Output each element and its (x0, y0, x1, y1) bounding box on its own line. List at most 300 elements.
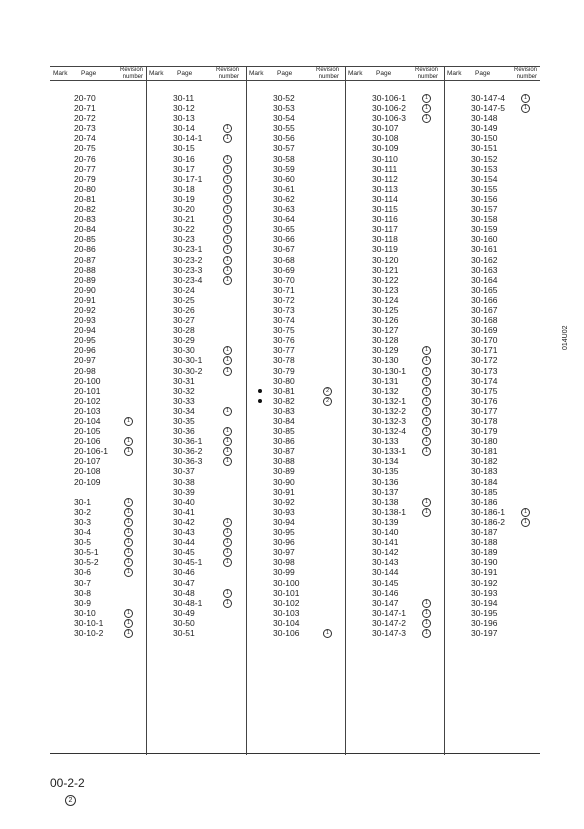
page-cell: 30-38 (173, 476, 195, 487)
page-cell: 30-133-1 (372, 446, 407, 457)
column-header (444, 67, 540, 80)
revision-cell: 1 (124, 437, 133, 446)
revision-cell: 1 (223, 225, 232, 234)
page-cell: 30-14 (173, 123, 195, 134)
page-cell: 20-70 (74, 93, 96, 103)
page-cell: 30-8 (74, 587, 92, 598)
page-cell: 30-166 (471, 294, 498, 305)
page-cell: 30-5-2 (74, 557, 99, 568)
revision-cell: 1 (422, 427, 431, 436)
page-revision-mark: 2 (65, 795, 76, 806)
revision-cell: 1 (223, 589, 232, 598)
page-cell: 30-56 (273, 133, 295, 144)
page-cell: 30-128 (372, 335, 399, 346)
page-cell: 30-144 (372, 567, 399, 578)
column-divider (146, 66, 147, 755)
page-cell: 30-179 (471, 426, 498, 437)
revision-cell: 1 (422, 387, 431, 396)
column-header (345, 67, 441, 80)
page-cell: 30-169 (471, 325, 498, 336)
page-cell: 30-5 (74, 537, 92, 548)
revision-cell: 1 (124, 548, 133, 557)
header-mark: Mark (348, 70, 363, 77)
column-header (146, 67, 242, 80)
page-cell: 30-157 (471, 204, 498, 215)
revision-cell: 1 (521, 94, 530, 103)
page-cell: 30-66 (273, 234, 295, 245)
page-cell: 30-39 (173, 486, 195, 497)
header-mark: Mark (53, 70, 68, 77)
header-revision: Revision number (215, 67, 239, 80)
revision-cell: 1 (223, 558, 232, 567)
page-cell: 30-95 (273, 527, 295, 538)
page-cell: 30-91 (273, 486, 295, 497)
revision-cell: 1 (223, 256, 232, 265)
page-cell: 30-155 (471, 183, 498, 194)
page-cell: 20-87 (74, 254, 96, 265)
page-cell: 30-134 (372, 456, 399, 467)
page-cell: 30-40 (173, 496, 195, 507)
revision-cell: 1 (422, 629, 431, 638)
page-cell: 30-94 (273, 516, 295, 527)
page-cell: 30-22 (173, 224, 195, 235)
page-cell: 30-62 (273, 193, 295, 204)
page-cell: 20-101 (74, 385, 101, 396)
page-cell: 30-100 (273, 577, 300, 588)
page-cell: 30-120 (372, 254, 399, 265)
page-cell: 30-93 (273, 506, 295, 517)
page-cell: 30-139 (372, 516, 399, 527)
page-cell: 30-80 (273, 375, 295, 386)
revision-cell: 1 (422, 407, 431, 416)
page-cell: 30-88 (273, 456, 295, 467)
revision-cell: 1 (422, 114, 431, 123)
page-cell: 20-109 (74, 476, 101, 487)
header-rule (50, 80, 540, 81)
header-revision: Revision number (414, 67, 438, 80)
page-cell: 20-75 (74, 143, 96, 154)
page-cell: 20-86 (74, 244, 96, 255)
revision-cell: 1 (422, 609, 431, 618)
page-cell: 30-186 (471, 496, 498, 507)
page-cell: 20-77 (74, 163, 96, 174)
page-cell: 30-87 (273, 446, 295, 457)
page-cell: 30-86 (273, 436, 295, 447)
page-cell: 30-147-3 (372, 627, 407, 638)
page-cell: 30-176 (471, 395, 498, 406)
page-cell: 30-117 (372, 224, 398, 235)
revision-cell: 1 (422, 508, 431, 517)
revision-cell: 1 (223, 346, 232, 355)
page-cell: 30-153 (471, 163, 498, 174)
page-cell: 30-127 (372, 325, 399, 336)
page-cell: 30-78 (273, 355, 295, 366)
page-cell: 30-129 (372, 345, 399, 356)
page-cell: 30-47 (173, 577, 195, 588)
revision-cell: 1 (422, 367, 431, 376)
page-cell: 30-148 (471, 113, 498, 124)
revision-cell: 1 (223, 437, 232, 446)
page-cell: 30-49 (173, 607, 195, 618)
page-cell: 30-119 (372, 244, 398, 255)
page-cell: 30-19 (173, 193, 195, 204)
page-cell: 30-96 (273, 537, 295, 548)
page-cell: 20-102 (74, 395, 101, 406)
page-cell: 30-10 (74, 607, 96, 618)
page-cell: 30-149 (471, 123, 498, 134)
page-cell: 30-147-5 (471, 103, 506, 114)
page-cell: 30-174 (471, 375, 498, 386)
page-cell: 30-190 (471, 557, 498, 568)
page-cell: 30-6 (74, 567, 92, 578)
page-cell: 30-35 (173, 416, 195, 426)
revision-cell: 1 (223, 134, 232, 143)
page-cell: 30-31 (173, 375, 195, 386)
page-cell: 30-109 (372, 143, 399, 154)
page-cell: 30-45 (173, 547, 195, 558)
revision-cell: 1 (521, 508, 530, 517)
page-cell: 20-73 (74, 123, 96, 134)
page-cell: 30-76 (273, 335, 295, 346)
header-page: Page (376, 70, 392, 77)
revision-cell: 1 (124, 447, 133, 456)
revision-cell: 1 (124, 629, 133, 638)
page-cell: 20-97 (74, 355, 96, 366)
page-cell: 30-106-2 (372, 103, 407, 114)
page-cell: 30-23-1 (173, 244, 203, 255)
page-cell: 30-167 (471, 304, 498, 315)
page-cell: 30-132-1 (372, 395, 407, 406)
header-revision: Revision number (119, 67, 143, 80)
page-cell: 30-106-1 (372, 93, 407, 103)
revision-cell: 1 (223, 195, 232, 204)
page-cell: 30-85 (273, 426, 295, 437)
page-cell: 30-54 (273, 113, 295, 124)
revision-cell: 1 (422, 599, 431, 608)
page-cell: 30-106-3 (372, 113, 407, 124)
page-cell: 30-23 (173, 234, 195, 245)
page-cell: 30-104 (273, 617, 300, 628)
revision-cell: 1 (124, 518, 133, 527)
page-cell: 30-71 (273, 284, 295, 295)
page-cell: 20-79 (74, 173, 96, 184)
page-cell: 30-60 (273, 173, 295, 184)
page-cell: 20-89 (74, 274, 96, 285)
page-cell: 30-69 (273, 264, 295, 275)
revision-cell: 1 (124, 508, 133, 517)
page-cell: 30-43 (173, 527, 195, 538)
page-cell: 20-98 (74, 365, 96, 376)
revision-cell: 2 (323, 387, 332, 396)
page-cell: 30-14-1 (173, 133, 203, 144)
side-code: 014U02 (562, 325, 569, 350)
page-cell: 30-28 (173, 325, 195, 336)
page-cell: 30-74 (273, 315, 295, 326)
page-cell: 30-191 (471, 567, 498, 578)
page-cell: 30-17-1 (173, 173, 203, 184)
column-divider (444, 66, 445, 755)
page-cell: 30-195 (471, 607, 498, 618)
revision-index-table (50, 66, 540, 755)
page-cell: 20-108 (74, 466, 101, 477)
page-cell: 30-23-4 (173, 274, 203, 285)
page-cell: 20-93 (74, 315, 96, 326)
page-cell: 30-130 (372, 355, 399, 366)
page-cell: 30-186-1 (471, 506, 506, 517)
page-cell: 30-68 (273, 254, 295, 265)
page-cell: 30-5-1 (74, 547, 99, 558)
page-cell: 30-15 (173, 143, 195, 154)
page-cell: 30-10-1 (74, 617, 104, 628)
page-cell: 30-53 (273, 103, 295, 114)
page-cell: 30-118 (372, 234, 398, 245)
page-cell: 20-83 (74, 214, 96, 225)
page-cell: 30-84 (273, 416, 295, 426)
page-cell: 30-65 (273, 224, 295, 235)
page-cell: 30-147-4 (471, 93, 506, 103)
page-cell: 30-107 (372, 123, 399, 134)
revision-cell: 1 (223, 538, 232, 547)
page-cell: 20-94 (74, 325, 96, 336)
page-cell: 30-83 (273, 405, 295, 416)
revision-cell: 1 (422, 377, 431, 386)
page-cell: 30-188 (471, 537, 498, 548)
page-cell: 30-37 (173, 466, 195, 477)
page-cell: 30-103 (273, 607, 300, 618)
page-cell: 30-135 (372, 466, 399, 477)
page-cell: 30-163 (471, 264, 498, 275)
page-cell: 30-20 (173, 204, 195, 215)
page-cell: 20-72 (74, 113, 96, 124)
column-header (50, 67, 146, 80)
page-cell: 30-106 (273, 627, 300, 638)
page-cell: 20-104 (74, 416, 101, 426)
header-revision: Revision number (513, 67, 537, 80)
page-cell: 30-173 (471, 365, 498, 376)
page-cell: 30-113 (372, 183, 398, 194)
page-cell: 30-122 (372, 274, 399, 285)
header-page: Page (81, 70, 97, 77)
page-cell: 30-90 (273, 476, 295, 487)
revision-cell: 1 (223, 548, 232, 557)
page-cell: 30-24 (173, 284, 195, 295)
page-cell: 30-33 (173, 395, 195, 406)
revision-cell: 1 (223, 175, 232, 184)
page-cell: 30-23-2 (173, 254, 203, 265)
revision-cell: 1 (223, 367, 232, 376)
page-cell: 30-75 (273, 325, 295, 336)
page-cell: 30-154 (471, 173, 498, 184)
page-cell: 20-100 (74, 375, 101, 386)
page-cell: 20-107 (74, 456, 101, 467)
page-cell: 30-25 (173, 294, 195, 305)
revision-cell: 1 (422, 498, 431, 507)
page-cell: 30-44 (173, 537, 195, 548)
revision-cell: 1 (223, 205, 232, 214)
page-cell: 20-85 (74, 234, 96, 245)
page-cell: 30-126 (372, 315, 399, 326)
revision-bullet-icon (258, 389, 262, 393)
page-cell: 30-27 (173, 315, 195, 326)
page-cell: 30-102 (273, 597, 300, 608)
page-cell: 30-125 (372, 304, 399, 315)
page-cell: 30-34 (173, 405, 195, 416)
page-cell: 30-131 (372, 375, 399, 386)
page-cell: 30-46 (173, 567, 195, 578)
page-cell: 30-2 (74, 506, 92, 517)
revision-cell: 1 (223, 427, 232, 436)
page-cell: 30-156 (471, 193, 498, 204)
page-cell: 30-99 (273, 567, 295, 578)
revision-cell: 1 (223, 185, 232, 194)
revision-cell: 1 (422, 94, 431, 103)
page-cell: 30-97 (273, 547, 295, 558)
header-page: Page (475, 70, 491, 77)
revision-cell: 1 (422, 619, 431, 628)
page-cell: 30-21 (173, 214, 195, 225)
revision-cell: 1 (223, 124, 232, 133)
page-cell: 30-145 (372, 577, 399, 588)
page-cell: 30-23-3 (173, 264, 203, 275)
page-cell: 30-7 (74, 577, 92, 588)
page-cell: 30-32 (173, 385, 195, 396)
page-cell: 30-186-2 (471, 516, 506, 527)
page-cell: 30-192 (471, 577, 498, 588)
page-cell: 30-111 (372, 163, 398, 174)
header-revision: Revision number (315, 67, 339, 80)
page-cell: 30-16 (173, 153, 195, 164)
page-cell: 30-12 (173, 103, 195, 114)
page-cell: 30-142 (372, 547, 399, 558)
revision-cell: 1 (223, 356, 232, 365)
page-cell: 30-138-1 (372, 506, 407, 517)
page-cell: 30-36-3 (173, 456, 203, 467)
page-cell: 30-123 (372, 284, 399, 295)
page-cell: 30-196 (471, 617, 498, 628)
revision-cell: 1 (422, 104, 431, 113)
revision-cell: 1 (223, 447, 232, 456)
page-cell: 30-168 (471, 315, 498, 326)
page-cell: 30-165 (471, 284, 498, 295)
page-cell: 30-59 (273, 163, 295, 174)
page-cell: 20-96 (74, 345, 96, 356)
page-cell: 30-147-1 (372, 607, 407, 618)
page-cell: 30-194 (471, 597, 498, 608)
revision-cell: 1 (223, 155, 232, 164)
page-cell: 30-114 (372, 193, 398, 204)
page-cell: 30-159 (471, 224, 498, 235)
page-cell: 30-151 (471, 143, 498, 154)
revision-cell: 1 (124, 558, 133, 567)
page-cell: 30-132 (372, 385, 399, 396)
header-mark: Mark (149, 70, 164, 77)
revision-cell: 1 (223, 407, 232, 416)
page-cell: 30-11 (173, 93, 195, 103)
page-cell: 30-181 (471, 446, 498, 457)
page-cell: 20-80 (74, 183, 96, 194)
page-cell: 30-81 (273, 385, 295, 396)
page-cell: 30-112 (372, 173, 398, 184)
page-cell: 20-82 (74, 204, 96, 215)
page-cell: 30-77 (273, 345, 295, 356)
page-cell: 30-52 (273, 93, 295, 103)
page-cell: 30-160 (471, 234, 498, 245)
page-cell: 30-51 (173, 627, 195, 638)
page-cell: 30-1 (74, 496, 92, 507)
revision-cell: 1 (223, 276, 232, 285)
page-cell: 30-187 (471, 527, 498, 538)
page-cell: 30-64 (273, 214, 295, 225)
page-cell: 30-197 (471, 627, 498, 638)
page-cell: 30-116 (372, 214, 398, 225)
revision-cell: 1 (521, 518, 530, 527)
page-cell: 20-81 (74, 193, 96, 204)
page-cell: 30-92 (273, 496, 295, 507)
revision-cell: 1 (223, 245, 232, 254)
revision-cell: 1 (223, 518, 232, 527)
revision-cell: 1 (422, 356, 431, 365)
page-cell: 30-178 (471, 416, 498, 426)
page-cell: 20-90 (74, 284, 96, 295)
page-cell: 30-177 (471, 405, 498, 416)
page-cell: 30-10-2 (74, 627, 104, 638)
revision-cell: 1 (124, 609, 133, 618)
revision-cell: 1 (323, 629, 332, 638)
page-cell: 30-180 (471, 436, 498, 447)
revision-cell: 1 (521, 104, 530, 113)
revision-cell: 1 (223, 165, 232, 174)
page-cell: 30-72 (273, 294, 295, 305)
page-cell: 30-30-2 (173, 365, 203, 376)
page-cell: 30-161 (471, 244, 498, 255)
page-cell: 30-4 (74, 527, 92, 538)
column-divider (246, 66, 247, 755)
page-cell: 30-146 (372, 587, 399, 598)
revision-cell: 2 (323, 397, 332, 406)
page-cell: 30-26 (173, 304, 195, 315)
page-cell: 30-141 (372, 537, 399, 548)
page-cell: 30-89 (273, 466, 295, 477)
page-cell: 30-147 (372, 597, 399, 608)
page-cell: 30-132-4 (372, 426, 407, 437)
page-cell: 30-73 (273, 304, 295, 315)
revision-cell: 1 (223, 266, 232, 275)
page-cell: 20-71 (74, 103, 96, 114)
revision-cell: 1 (124, 619, 133, 628)
revision-cell: 1 (124, 568, 133, 577)
revision-cell: 1 (422, 346, 431, 355)
page-cell: 30-136 (372, 476, 399, 487)
revision-cell: 1 (223, 457, 232, 466)
page-cell: 30-9 (74, 597, 92, 608)
page-cell: 30-61 (273, 183, 295, 194)
page-cell: 30-164 (471, 274, 498, 285)
page-cell: 30-79 (273, 365, 295, 376)
page-cell: 30-193 (471, 587, 498, 598)
header-mark: Mark (249, 70, 264, 77)
page-cell: 30-29 (173, 335, 195, 346)
page-cell: 30-50 (173, 617, 195, 628)
page-cell: 30-101 (273, 587, 300, 598)
page-cell: 30-185 (471, 486, 498, 497)
revision-cell: 1 (223, 599, 232, 608)
page-cell: 30-48 (173, 587, 195, 598)
page-cell: 30-172 (471, 355, 498, 366)
table-bottom-rule (50, 753, 540, 754)
page-cell: 30-175 (471, 385, 498, 396)
page-cell: 30-13 (173, 113, 195, 124)
revision-bullet-icon (258, 399, 262, 403)
